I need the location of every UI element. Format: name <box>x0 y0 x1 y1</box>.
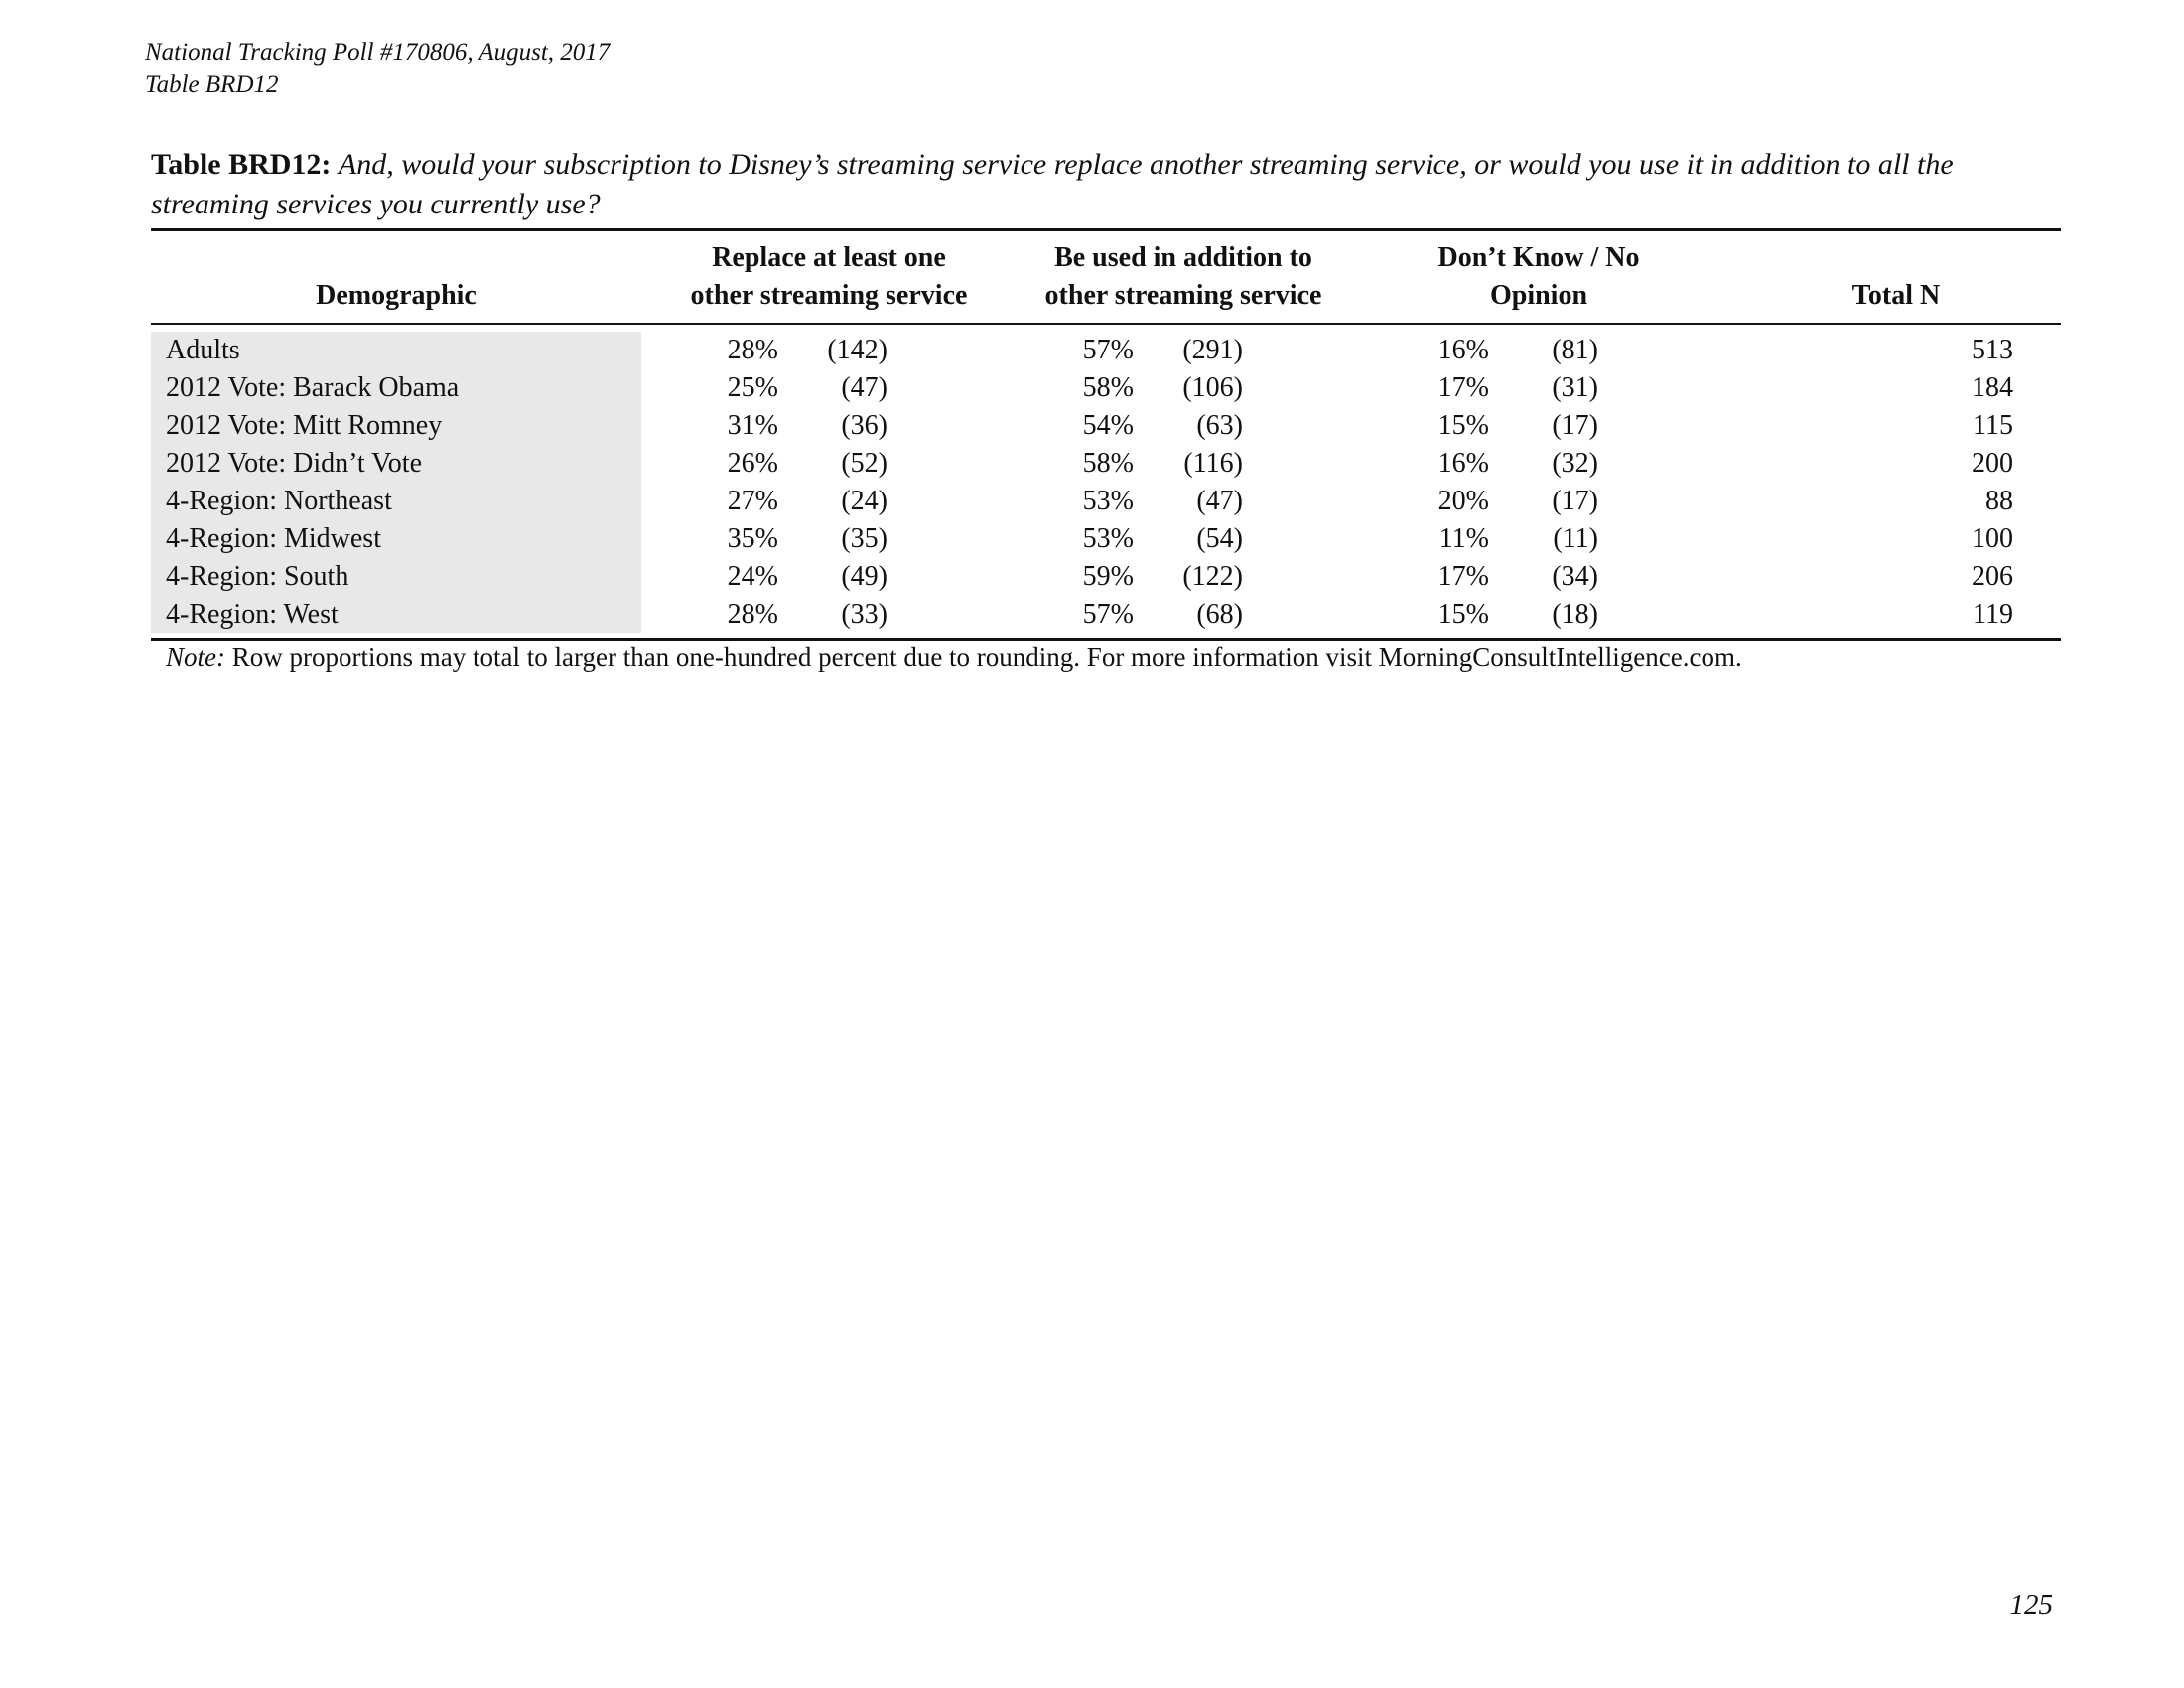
table-row <box>0 483 2184 520</box>
header-replace <box>650 239 1008 315</box>
dontknow-n: (11) <box>1553 523 1598 554</box>
addition-n: (63) <box>1196 410 1243 441</box>
note-text: Row proportions may total to larger than one-hundred percent due to rounding. For more information visit MorningConsultIntelligence.com. <box>231 642 1742 672</box>
dontknow-pct: 15% <box>1437 410 1489 441</box>
header-total: Total N <box>1851 280 1941 311</box>
replace-n: (47) <box>841 372 887 403</box>
header-addition-line2: other streaming service <box>1044 280 1322 311</box>
addition-pct: 59% <box>1082 561 1134 592</box>
dontknow-n: (34) <box>1552 561 1598 592</box>
replace-n: (33) <box>841 599 887 630</box>
demographic-cell: 4-Region: West <box>166 599 339 630</box>
header-addition-line1: Be used in addition to <box>1054 242 1312 273</box>
addition-n: (68) <box>1196 599 1243 630</box>
top-rule <box>151 228 2061 231</box>
total-n: 184 <box>1972 372 2013 403</box>
replace-pct: 31% <box>727 410 778 441</box>
replace-pct: 27% <box>727 486 778 516</box>
total-n: 88 <box>1985 486 2013 516</box>
total-n: 119 <box>1973 599 2013 630</box>
note-label: Note: <box>166 642 225 672</box>
replace-n: (142) <box>827 335 887 365</box>
addition-pct: 57% <box>1082 599 1134 630</box>
addition-n: (106) <box>1182 372 1243 403</box>
table-note <box>166 639 1742 675</box>
table-row <box>0 596 2184 633</box>
demographic-cell: 4-Region: Northeast <box>166 486 392 516</box>
replace-pct: 28% <box>727 599 778 630</box>
total-n: 100 <box>1972 523 2013 554</box>
header-dontknow-line2: Opinion <box>1489 280 1588 311</box>
header-replace-line2: other streaming service <box>690 280 968 311</box>
page-header <box>145 36 610 101</box>
dontknow-n: (32) <box>1552 448 1598 479</box>
total-n: 115 <box>1973 410 2013 441</box>
table-row <box>0 558 2184 596</box>
table-id: Table BRD12 <box>145 71 279 98</box>
table-title-label: Table BRD12: <box>151 148 332 181</box>
demographic-cell: Adults <box>166 335 240 365</box>
poll-name: National Tracking Poll #170806, August, 2017 <box>145 39 611 66</box>
dontknow-pct: 11% <box>1438 523 1489 554</box>
demographic-cell: 2012 Vote: Mitt Romney <box>166 410 443 441</box>
header-dontknow <box>1360 239 1717 315</box>
demographic-cell: 2012 Vote: Didn’t Vote <box>166 448 423 479</box>
addition-pct: 57% <box>1082 335 1134 365</box>
replace-pct: 35% <box>727 523 778 554</box>
dontknow-n: (81) <box>1552 335 1598 365</box>
header-dontknow-line1: Don’t Know / No <box>1437 242 1640 273</box>
addition-n: (47) <box>1196 486 1243 516</box>
total-n: 513 <box>1972 335 2013 365</box>
page-number: 125 <box>2009 1589 2053 1620</box>
dontknow-n: (17) <box>1552 410 1598 441</box>
dontknow-pct: 20% <box>1437 486 1489 516</box>
table-row <box>0 445 2184 483</box>
table-row <box>0 520 2184 558</box>
addition-n: (116) <box>1183 448 1243 479</box>
replace-pct: 26% <box>727 448 778 479</box>
dontknow-pct: 16% <box>1437 448 1489 479</box>
dontknow-n: (31) <box>1552 372 1598 403</box>
table-title <box>151 145 2067 224</box>
addition-pct: 54% <box>1082 410 1134 441</box>
header-addition <box>1005 239 1362 315</box>
table-row <box>0 407 2184 445</box>
table-question: And, would your subscription to Disney’s streaming service replace another streaming service, or would you use it in addition to all the streaming services you currently use? <box>151 148 1954 220</box>
replace-pct: 28% <box>727 335 778 365</box>
total-n: 200 <box>1972 448 2013 479</box>
header-demographic: Demographic <box>316 280 477 311</box>
addition-n: (291) <box>1182 335 1243 365</box>
replace-n: (24) <box>841 486 887 516</box>
addition-n: (122) <box>1182 561 1243 592</box>
replace-pct: 24% <box>727 561 778 592</box>
replace-n: (35) <box>841 523 887 554</box>
addition-pct: 58% <box>1082 372 1134 403</box>
replace-n: (36) <box>841 410 887 441</box>
dontknow-pct: 15% <box>1437 599 1489 630</box>
dontknow-pct: 17% <box>1437 372 1489 403</box>
table-row <box>0 369 2184 407</box>
table-row <box>0 332 2184 369</box>
replace-n: (52) <box>841 448 887 479</box>
demographic-cell: 4-Region: Midwest <box>166 523 381 554</box>
addition-n: (54) <box>1196 523 1243 554</box>
addition-pct: 53% <box>1082 523 1134 554</box>
addition-pct: 53% <box>1082 486 1134 516</box>
header-replace-line1: Replace at least one <box>712 242 946 273</box>
dontknow-pct: 16% <box>1437 335 1489 365</box>
header-rule <box>151 323 2061 325</box>
demographic-cell: 4-Region: South <box>166 561 349 592</box>
total-n: 206 <box>1972 561 2013 592</box>
replace-pct: 25% <box>727 372 778 403</box>
demographic-cell: 2012 Vote: Barack Obama <box>166 372 460 403</box>
dontknow-n: (18) <box>1552 599 1598 630</box>
dontknow-pct: 17% <box>1437 561 1489 592</box>
replace-n: (49) <box>841 561 887 592</box>
dontknow-n: (17) <box>1552 486 1598 516</box>
addition-pct: 58% <box>1082 448 1134 479</box>
